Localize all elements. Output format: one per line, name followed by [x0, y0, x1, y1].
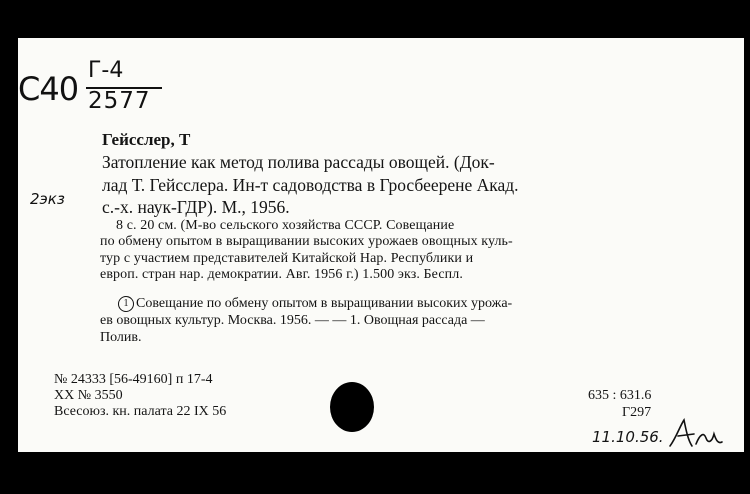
- description-line: 8 с. 20 см. (М-во сельского хозяйства СССР. Совещание: [116, 218, 455, 233]
- note-text: Совещание по обмену опытом в выращивании высоких урожа-: [136, 296, 513, 311]
- note-line: ев овощных культур. Москва. 1956. — — 1. Овощная рассада —: [100, 313, 485, 328]
- classification-bottom: 2577: [88, 88, 151, 114]
- title-line: Затопление как метод полива рассады овощей. (Док-: [102, 152, 495, 172]
- card-number: № 24333 [56-49160] п 17-4: [54, 372, 213, 387]
- classification-top: Г-4: [88, 58, 124, 83]
- card-punch-hole: [330, 382, 374, 432]
- title-line: лад Т. Гейсслера. Ин-т садоводства в Гросбеерене Акад.: [102, 175, 519, 195]
- catalog-card: [18, 38, 744, 452]
- description-line: по обмену опытом в выращивании высоких урожаев овощных куль-: [100, 234, 513, 249]
- author-heading: Гейсслер, Т: [102, 130, 191, 149]
- udc-index: 635 : 631.6: [588, 388, 652, 403]
- note-line: Полив.: [100, 330, 142, 345]
- description-line: европ. стран нар. демократии. Авг. 1956 г.) 1.500 экз. Беспл.: [100, 267, 463, 282]
- handwritten-date: 11.10.56.: [592, 428, 664, 446]
- note-number-marker: 1: [118, 296, 134, 312]
- registry-number: XX № 3550: [54, 388, 123, 403]
- classification-main: С40: [18, 70, 79, 108]
- copies-note: 2экз: [30, 190, 65, 208]
- title-line: с.-х. наук-ГДР). М., 1956.: [102, 197, 290, 217]
- chamber-imprint: Всесоюз. кн. палата 22 IX 56: [54, 404, 227, 419]
- note-line: [118, 296, 512, 312]
- author-mark: Г297: [622, 405, 652, 420]
- handwritten-signature: [668, 416, 724, 450]
- description-line: тур с участием представителей Китайской Нар. Республики и: [100, 251, 474, 266]
